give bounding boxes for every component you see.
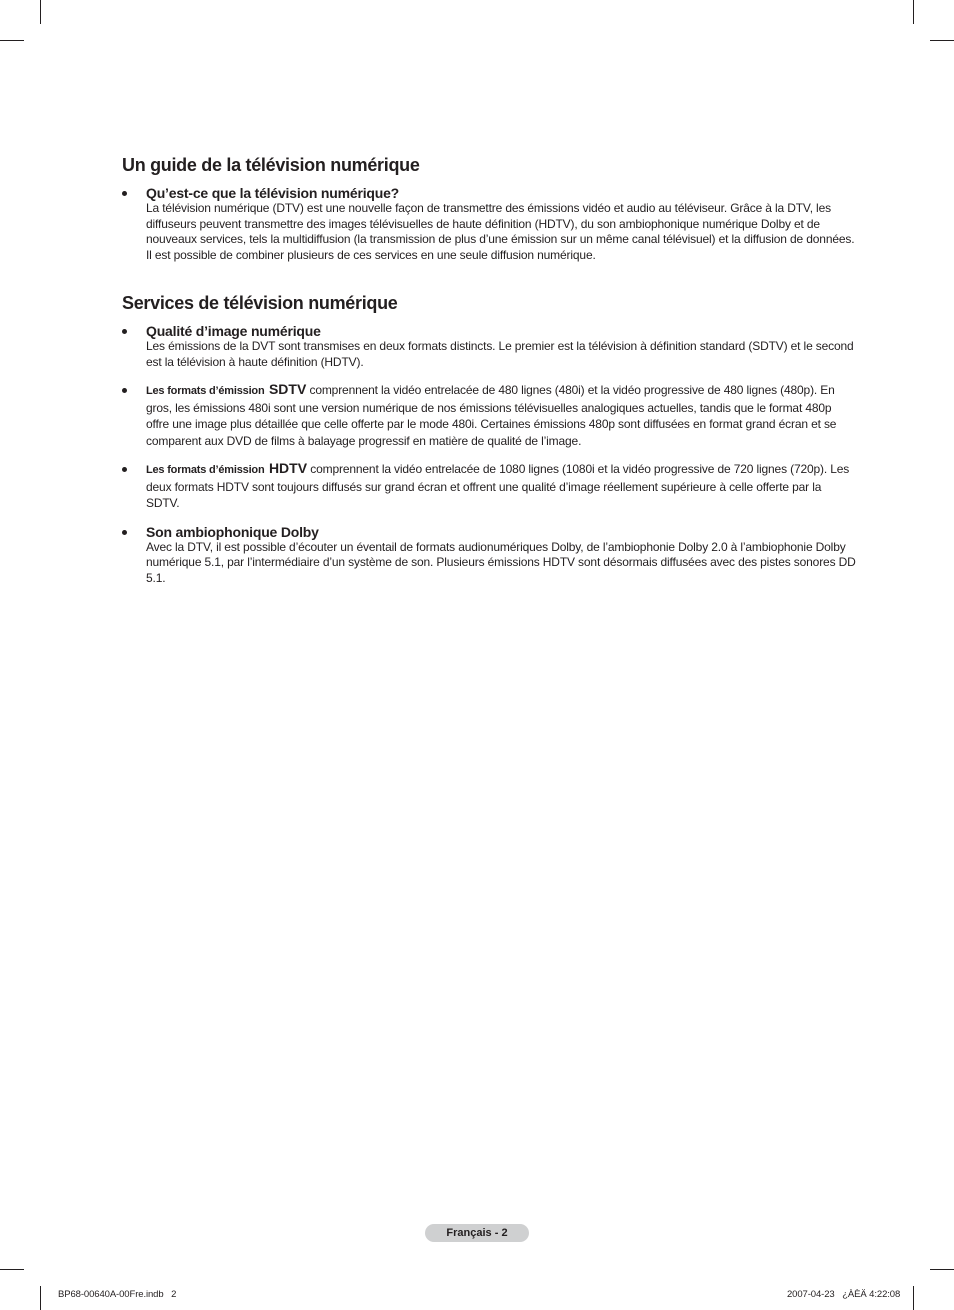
bullet-item-dolby xyxy=(122,524,857,587)
section-title-services: Services de télévision numérique xyxy=(122,293,398,313)
bullet-lead: Les formats d’émission xyxy=(146,464,265,476)
bullet-icon xyxy=(122,388,127,393)
bullet-body: Les émissions de la DVT sont transmises en deux formats distincts. Le premier est la télévision à définition standard (SDTV) et le second est la télévision à haute définition (HDTV). xyxy=(146,339,854,369)
crop-mark-top-right-vertical xyxy=(913,0,914,24)
bullet-term: SDTV xyxy=(268,381,307,397)
bullet-lead: Les formats d’émission xyxy=(146,385,265,397)
page-number-tab: Français - 2 xyxy=(425,1224,529,1242)
crop-mark-top-left-vertical xyxy=(40,0,41,24)
bullet-body: comprennent la vidéo entrelacée de 480 lignes (480i) et la vidéo progressive de 480 lignes (480p). En gros, les émissions 480i sont une version numérique de nos émissions télévisuelles analogiques actuelles, tandis que le format 480p offre une image plus détaillée que celle offerte par le mode 480i. Certaines émissions 480p sont diffusées en format grand écran et se comparent aux DVD de films à balayage progressif en matière de qualité de l’image. xyxy=(146,383,837,448)
bullet-item-what-is-dtv xyxy=(122,185,857,263)
crop-mark-bottom-right-vertical xyxy=(913,1286,914,1310)
crop-mark-bottom-left-vertical xyxy=(40,1286,41,1310)
bullet-icon xyxy=(122,530,127,535)
bullet-icon xyxy=(122,191,127,196)
crop-mark-top-right-horizontal xyxy=(930,40,954,41)
page-content xyxy=(122,153,857,598)
bullet-item-hdtv xyxy=(122,461,857,512)
footer-timestamp: 2007-04-23 ¿ÀÈÄ 4:22:08 xyxy=(787,1289,901,1300)
bullet-item-image-quality xyxy=(122,323,857,370)
crop-mark-bottom-left-horizontal xyxy=(0,1269,24,1270)
bullet-heading: Qualité d’image numérique xyxy=(146,323,321,339)
crop-mark-top-left-horizontal xyxy=(0,40,24,41)
bullet-term: HDTV xyxy=(268,460,308,476)
bullet-body: comprennent la vidéo entrelacée de 1080 lignes (1080i et la vidéo progressive de 720 lignes (720p). Les deux formats HDTV sont toujours diffusés sur grand écran et offrent une qualité d’image réellement supérieure à celle offerte par la SDTV. xyxy=(146,462,850,510)
crop-mark-bottom-right-horizontal xyxy=(930,1269,954,1270)
bullet-heading: Son ambiophonique Dolby xyxy=(146,523,319,540)
bullet-body: Avec la DTV, il est possible d’écouter un éventail de formats audionumériques Dolby, de l’ambiophonie Dolby 2.0 à l’ambiophonie Dolby numérique 5.1, par l’intermédiaire d’un système de son. Plusieurs émissions HDTV sont désormais diffusées avec des pistes sonores DD 5.1. xyxy=(146,539,856,585)
section-title-guide: Un guide de la télévision numérique xyxy=(122,155,420,175)
bullet-icon xyxy=(122,467,127,472)
bullet-heading: Qu’est-ce que la télévision numérique? xyxy=(146,185,400,201)
bullet-item-sdtv xyxy=(122,382,857,449)
bullet-body: La télévision numérique (DTV) est une nouvelle façon de transmettre des émissions vidéo et audio au téléviseur. Grâce à la DTV, les diffuseurs peuvent transmettre des images télévisuelles de haute définition (HDTV), du son ambiophonique numérique Dolby et de nouveaux services, tels la multidiffusion (la transmission de plus d’une émission sur un même canal télévisuel) et la diffusion de données. Il est possible de combiner plusieurs de ces services en une seule diffusion numérique. xyxy=(146,201,855,262)
bullet-icon xyxy=(122,329,127,334)
footer-file-info: BP68-00640A-00Fre.indb 2 xyxy=(58,1289,177,1300)
